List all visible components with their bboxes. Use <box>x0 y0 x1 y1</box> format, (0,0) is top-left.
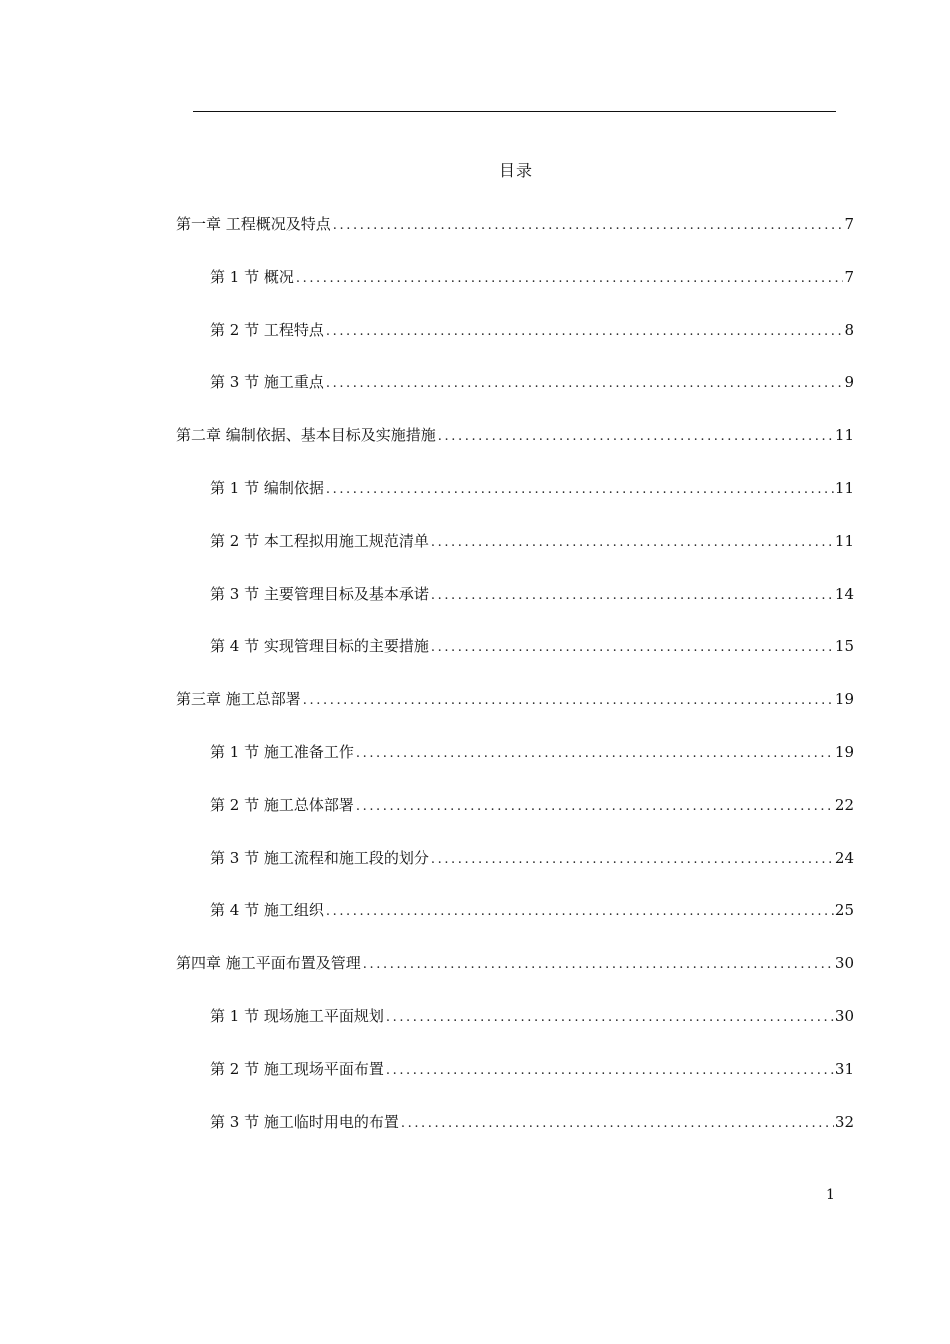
toc-entry-page-number: 8 <box>844 320 854 339</box>
toc-entry-page-number: 11 <box>834 531 854 550</box>
toc-section-entry[interactable] <box>210 635 854 657</box>
toc-section-entry[interactable] <box>210 371 854 393</box>
toc-entry-page-number: 30 <box>834 1007 854 1025</box>
toc-dot-leader <box>326 321 844 343</box>
toc-chapter-entry[interactable] <box>176 952 854 974</box>
toc-entry-page-number: 11 <box>834 426 854 445</box>
toc-entry-label: 第 3 节 施工重点 <box>210 373 324 392</box>
toc-section-entry[interactable] <box>210 1005 854 1027</box>
toc-section-entry[interactable] <box>210 530 854 552</box>
toc-dot-leader <box>356 796 834 818</box>
toc-section-entry[interactable] <box>210 847 854 869</box>
toc-dot-leader <box>356 743 834 765</box>
toc-dot-leader <box>363 954 834 976</box>
toc-dot-leader <box>326 479 834 501</box>
toc-section-entry[interactable] <box>210 1111 854 1133</box>
toc-entry-label: 第二章 编制依据、基本目标及实施措施 <box>176 426 436 445</box>
toc-entry-page-number: 24 <box>834 848 854 867</box>
toc-section-entry[interactable] <box>210 899 854 921</box>
toc-dot-leader <box>386 1060 834 1082</box>
toc-entry-page-number: 19 <box>834 743 854 761</box>
toc-entry-page-number: 14 <box>834 584 854 603</box>
toc-dot-leader <box>296 268 844 290</box>
toc-dot-leader <box>438 426 834 448</box>
toc-entry-label: 第三章 施工总部署 <box>176 690 301 709</box>
toc-entry-page-number: 15 <box>834 637 854 656</box>
toc-section-entry[interactable] <box>210 1058 854 1080</box>
toc-entry-label: 第四章 施工平面布置及管理 <box>176 954 361 973</box>
toc-entry-label: 第 2 节 本工程拟用施工规范清单 <box>210 531 429 550</box>
toc-entry-label: 第 3 节 施工临时用电的布置 <box>210 1112 399 1131</box>
toc-dot-leader <box>401 1113 834 1135</box>
toc-entry-page-number: 32 <box>834 1112 854 1131</box>
toc-chapter-entry[interactable] <box>176 213 854 235</box>
toc-section-entry[interactable] <box>210 477 854 499</box>
toc-dot-leader <box>431 637 834 659</box>
toc-entry-page-number: 19 <box>834 690 854 709</box>
toc-entry-page-number: 30 <box>834 954 854 973</box>
toc-entry-label: 第 2 节 施工现场平面布置 <box>210 1059 384 1078</box>
toc-entry-label: 第 1 节 现场施工平面规划 <box>210 1007 384 1025</box>
toc-dot-leader <box>431 532 834 554</box>
toc-entry-page-number: 9 <box>844 373 854 392</box>
toc-entry-page-number: 7 <box>844 215 854 233</box>
toc-section-entry[interactable] <box>210 583 854 605</box>
toc-entry-label: 第 1 节 概况 <box>210 267 294 286</box>
toc-chapter-entry[interactable] <box>176 424 854 446</box>
toc-entry-label: 第 1 节 编制依据 <box>210 479 324 497</box>
toc-entry-label: 第一章 工程概况及特点 <box>176 215 331 233</box>
toc-entry-label: 第 4 节 实现管理目标的主要措施 <box>210 637 429 656</box>
toc-entry-page-number: 22 <box>834 795 854 814</box>
toc-dot-leader <box>326 901 834 923</box>
toc-title: 目录 <box>498 161 533 180</box>
toc-entry-label: 第 3 节 施工流程和施工段的划分 <box>210 848 429 867</box>
toc-section-entry[interactable] <box>210 741 854 763</box>
header-rule <box>193 111 836 112</box>
toc-entry-page-number: 25 <box>834 901 854 920</box>
toc-dot-leader <box>386 1007 834 1029</box>
toc-entry-label: 第 2 节 工程特点 <box>210 320 324 339</box>
toc-section-entry[interactable] <box>210 266 854 288</box>
toc-section-entry[interactable] <box>210 794 854 816</box>
toc-chapter-entry[interactable] <box>176 688 854 710</box>
toc-entry-page-number: 31 <box>834 1059 854 1078</box>
toc-dot-leader <box>431 585 834 607</box>
toc-entry-label: 第 2 节 施工总体部署 <box>210 795 354 814</box>
toc-entry-label: 第 3 节 主要管理目标及基本承诺 <box>210 584 429 603</box>
toc-dot-leader <box>431 849 834 871</box>
toc-entry-page-number: 11 <box>834 479 854 497</box>
toc-entry-label: 第 4 节 施工组织 <box>210 901 324 920</box>
page-number: 1 <box>826 1187 835 1203</box>
toc-section-entry[interactable] <box>210 319 854 341</box>
toc-dot-leader <box>326 373 844 395</box>
toc-entry-label: 第 1 节 施工准备工作 <box>210 743 354 761</box>
toc-dot-leader <box>333 215 844 237</box>
toc-entry-page-number: 7 <box>844 267 854 286</box>
toc-dot-leader <box>303 690 834 712</box>
